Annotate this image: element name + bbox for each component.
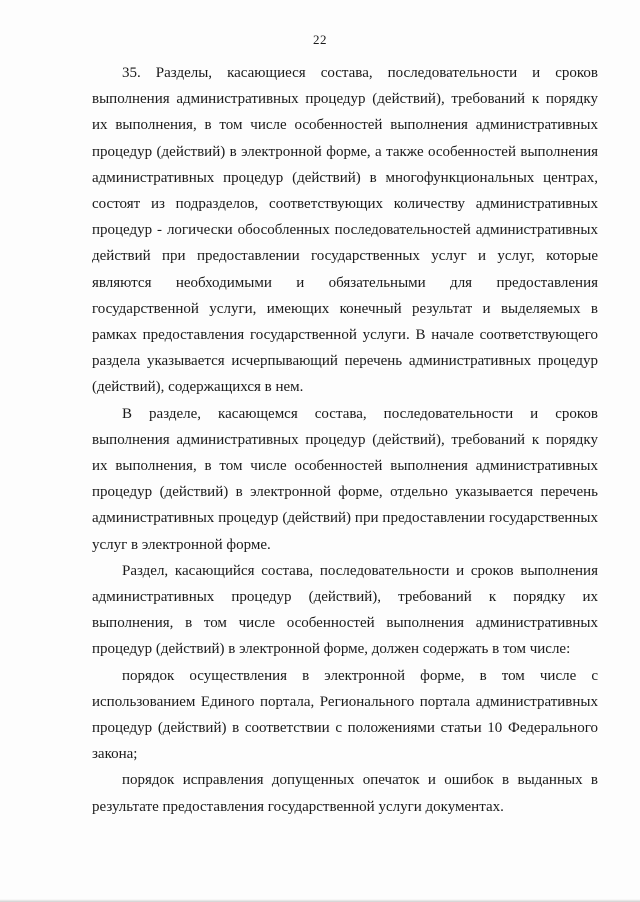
list-item-error-correction-order: порядок исправления допущенных опечаток и ошибок в выданных в результате предоставления государственной услуги документах.: [92, 772, 598, 815]
page-number: 22: [313, 32, 327, 47]
paragraph-electronic-procedures-list: В разделе, касающемся состава, последовательности и сроков выполнения административных процедур (действий), требований к порядку их выполнения, в том числе особенностей выполнения административных процедур (действий) в электронной форме, отдельно указывается перечень административных процедур (действий) при предоставлении государственных услуг в электронной форме.: [92, 405, 598, 553]
paragraph-section-contents: Раздел, касающийся состава, последовательности и сроков выполнения административных процедур (действий), требований к порядку их выполнения, в том числе особенностей выполнения административных процедур (действий) в электронной форме, должен содержать в том числе:: [92, 562, 598, 658]
paragraph-35: 35. Разделы, касающиеся состава, последовательности и сроков выполнения административных процедур (действий), требований к порядку их выполнения, в том числе особенностей выполнения административных процедур (действий) в электронной форме, а также особенностей выполнения административных процедур (действий) в многофункциональных центрах, состоят из подразделов, соответствующих количеству административных процедур - логически обособленных последовательностей административных действий при предоставлении государственных услуг и услуг, которые являются необходимыми и обязательными для предоставления государственной услуги, имеющих конечный результат и выделяемых в рамках предоставления государственной услуги. В начале соответствующего раздела указывается исчерпывающий перечень административных процедур (действий), содержащихся в нем.: [92, 65, 598, 396]
list-item-electronic-procedure-order: порядок осуществления в электронной форме, в том числе с использованием Единого портала, Регионального портала административных процедур (действий) в соответствии с положениями статьи 10 Федерального закона;: [92, 667, 598, 763]
document-body: [92, 60, 598, 820]
